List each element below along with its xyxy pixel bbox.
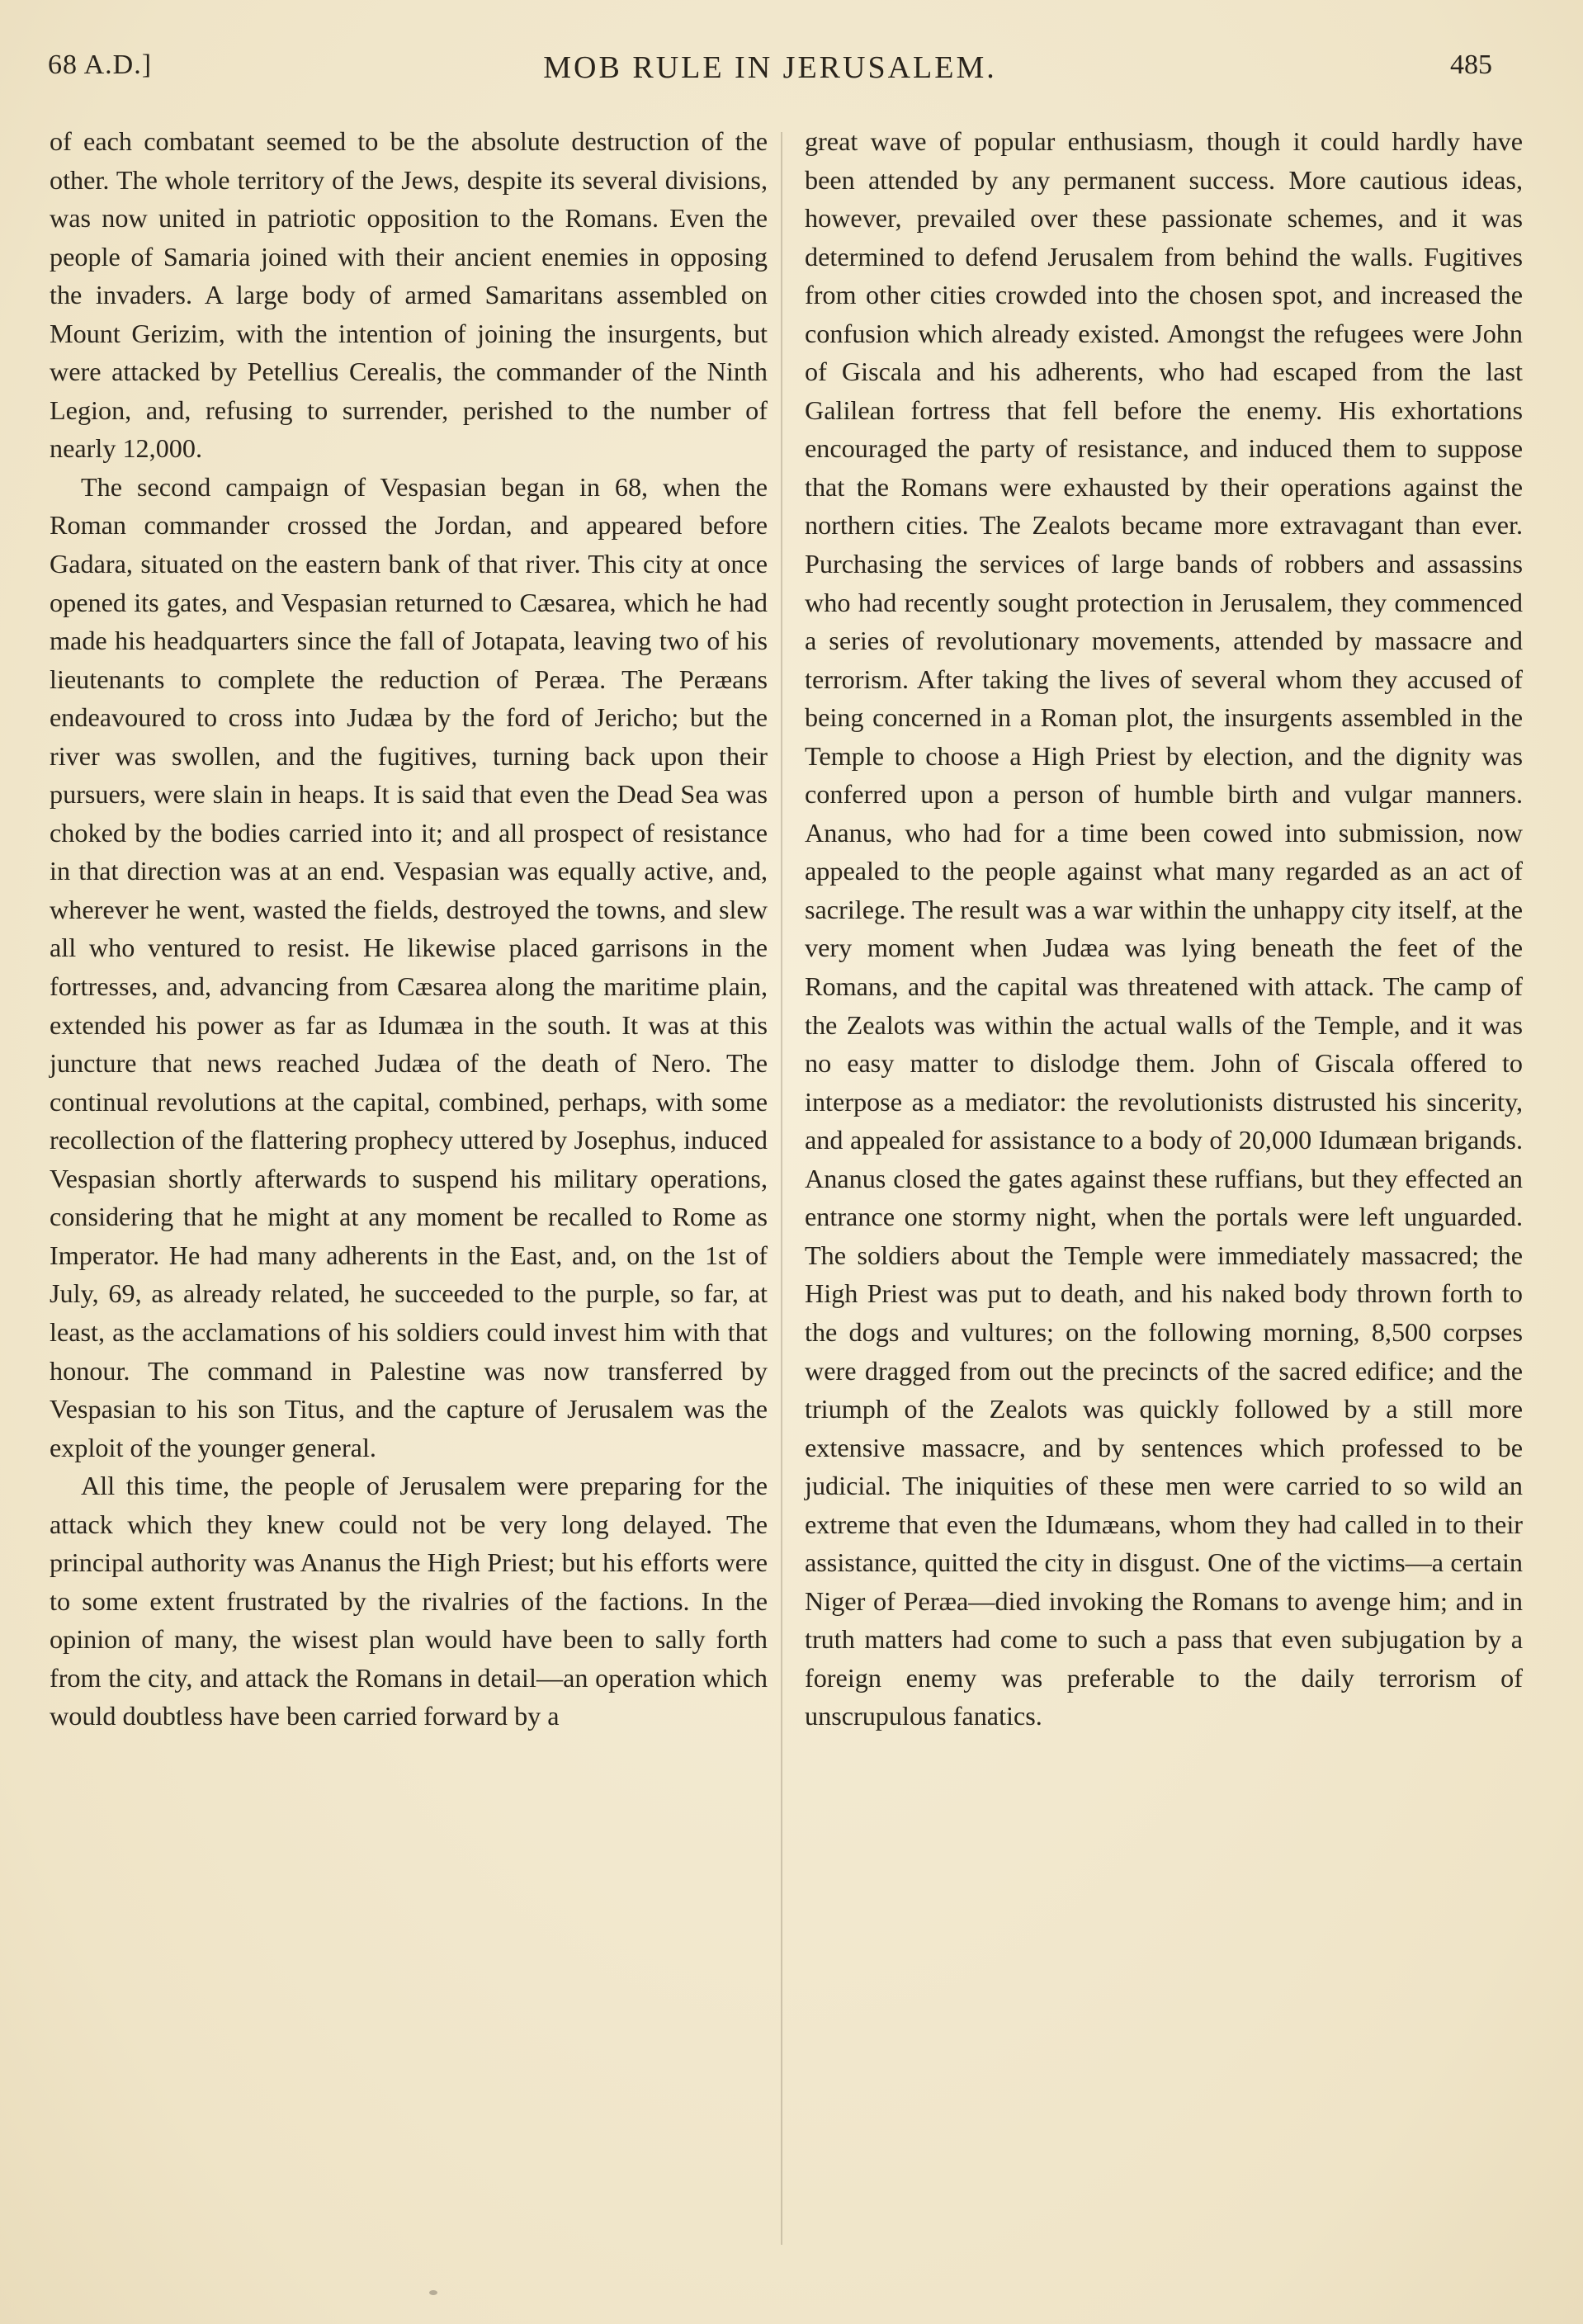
right-column <box>805 122 1523 1736</box>
page-number: 485 <box>1450 50 1492 80</box>
paragraph: The second campaign of Vespasian began in 68, when the Roman commander crossed the Jordan, and appeared before Gadara, situated on the eastern bank of that river. This city at once opened its gates, and Vespasian returned to Cæsarea, which he had made his headquarters since the fall of Jotapata, leaving two of his lieutenants to complete the reduction of Peræa. The Peræans endeavoured to cross into Judæa by the ford of Jericho; but the river was swollen, and the fugitives, turning back upon their pursuers, were slain in heaps. It is said that even the Dead Sea was choked by the bodies carried into it; and all prospect of resistance in that direction was at an end. Vespasian was equally active, and, wherever he went, wasted the fields, destroyed the towns, and slew all who ventured to resist. He likewise placed garrisons in the fortresses, and, advancing from Cæsarea along the maritime plain, extended his power as far as Idumæa in the south. It was at this juncture that news reached Judæa of the death of Nero. The continual revolutions at the capital, combined, perhaps, with some recollection of the flattering prophecy uttered by Josephus, induced Vespasian shortly afterwards to suspend his military operations, considering that he might at any moment be recalled to Rome as Imperator. He had many adherents in the East, and, on the 1st of July, 69, as already related, he succeeded to the purple, so far, at least, as the acclamations of his soldiers could invest him with that honour. The command in Palestine was now transferred by Vespasian to his son Titus, and the capture of Jerusalem was the exploit of the younger general. <box>50 471 768 1462</box>
paragraph: All this time, the people of Jerusalem were preparing for the attack which they knew could not be very long delayed. The principal authority was Ananus the High Priest; but his efforts were to some extent frustrated by the rivalries of the factions. In the opinion of many, the wisest plan would have been to sally forth from the city, and attack the Romans in detail—an operation which would doubtless have been carried forward by a <box>50 1471 768 1731</box>
header-date: 68 A.D.] <box>48 50 153 80</box>
paragraph: great wave of popular enthusiasm, though it could hardly have been attended by any permanent success. More cautious ideas, however, prevailed over these passionate schemes, and it was determined to defend Jerusalem from behind the walls. Fugitives from other cities crowded into the chosen spot, and increased the confusion which already existed. Amongst the refugees were John of Giscala and his adherents, who had escaped from the last Galilean fortress that fell before the enemy. His exhortations encouraged the party of resistance, and induced them to suppose that the Romans were exhausted by their operations against the northern cities. The Zealots became more extravagant than ever. Purchasing the services of large bands of robbers and assassins who had recently sought protection in Jerusalem, they commenced a series of revolutionary movements, attended by massacre and terrorism. After taking the lives of several whom they accused of being concerned in a Roman plot, the insurgents assembled in the Temple to choose a High Priest by election, and the dignity was conferred upon a person of humble birth and vulgar manners. Ananus, who had for a time been cowed into submission, now appealed to the people against what many regarded as an act of sacrilege. The result was a war within the unhappy city itself, at the very moment when Judæa was lying beneath the feet of the Romans, and the capital was threatened with attack. The camp of the Zealots was within the actual walls of the Temple, and it was no easy matter to dislodge them. John of Giscala offered to interpose as a mediator: the revolutionists distrusted his sincerity, and appealed for assistance to a body of 20,000 Idumæan brigands. Ananus closed the gates against these ruffians, but they effected an entrance one stormy night, when the portals were left unguarded. The soldiers about the Temple were immediately massacred; the High Priest was put to death, and his naked body thrown forth to the dogs and vultures; on the following morning, 8,500 corpses were dragged from out the precincts of the sacred edifice; and the triumph of the Zealots was quickly followed by a still more extensive massacre, and by sentences which professed to be judicial. The iniquities of these men were carried to so wild an extreme that even the Idumæans, whom they had called in to their assistance, quitted the city in disgust. One of the victims—a certain Niger of Peræa—died invoking the Romans to avenge him; and in truth matters had come to such a pass that even subjugation by a foreign enemy was preferable to the daily terrorism of unscrupulous fanatics. <box>805 126 1523 1731</box>
running-head <box>48 48 1492 97</box>
ink-mark <box>429 2290 437 2295</box>
left-column <box>50 122 768 1736</box>
page-title: MOB RULE IN JERUSALEM. <box>543 50 997 85</box>
column-divider <box>781 132 782 2245</box>
paragraph: of each combatant seemed to be the absolute destruction of the other. The whole territory of the Jews, despite its several divisions, was now united in patriotic opposition to the Romans. Even the people of Samaria joined with their ancient enemies in opposing the invaders. A large body of armed Samaritans assembled on Mount Gerizim, with the intention of joining the insurgents, but were attacked by Petellius Cerealis, the commander of the Ninth Legion, and, refusing to surrender, perished to the number of nearly 12,000. <box>50 126 768 464</box>
